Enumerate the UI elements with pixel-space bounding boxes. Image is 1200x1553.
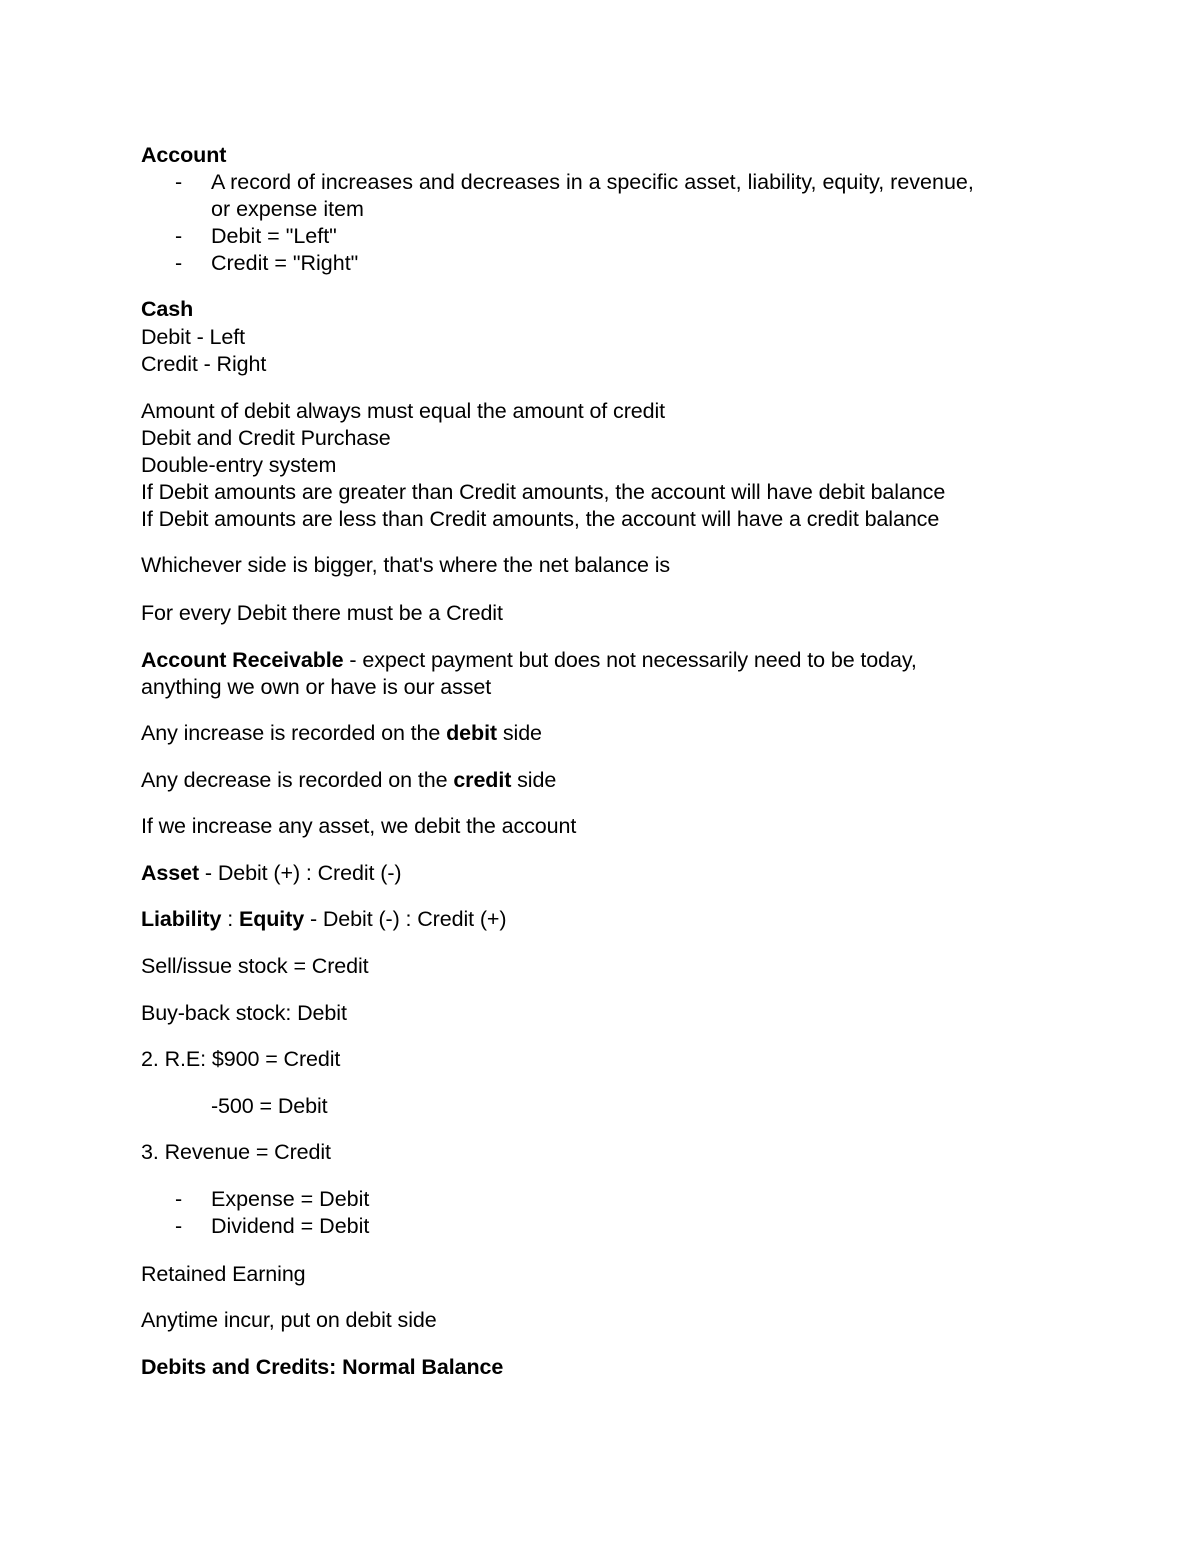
revenue-line: 3. Revenue = Credit	[141, 1140, 331, 1164]
increase-asset-line: If we increase any asset, we debit the account	[141, 814, 577, 838]
asset-rule: - Debit (+) : Credit (-)	[199, 861, 402, 885]
bullet-dash: -	[175, 170, 183, 194]
receivable-term: Account Receivable	[141, 648, 344, 672]
rule-line: If Debit amounts are greater than Credit amounts, the account will have debit balance	[141, 480, 946, 504]
re-line: 2. R.E: $900 = Credit	[141, 1047, 341, 1071]
rule-line: If Debit amounts are less than Credit amounts, the account will have a credit balance	[141, 507, 940, 531]
revenue-bullet-2: Dividend = Debit	[211, 1214, 370, 1238]
equity-term: Equity	[238, 907, 305, 931]
buyback-stock-line: Buy-back stock: Debit	[141, 1001, 347, 1025]
increase-line	[141, 720, 542, 747]
rule-line: Debit and Credit Purchase	[141, 426, 391, 450]
decrease-text: Any decrease is recorded on the	[141, 768, 454, 792]
rule-line: Double-entry system	[141, 453, 337, 477]
bullet-dash: -	[175, 1187, 183, 1211]
cash-credit-line: Credit - Right	[141, 352, 267, 376]
retained-earning-line: Retained Earning	[141, 1262, 306, 1286]
liability-rule: - Debit (-) : Credit (+)	[304, 907, 507, 931]
net-balance-line: Whichever side is bigger, that's where the net balance is	[141, 553, 671, 577]
decrease-line	[141, 767, 556, 794]
decrease-bold: credit	[453, 768, 512, 792]
bullet-dash: -	[175, 251, 183, 275]
liability-separator: :	[221, 907, 239, 931]
increase-text: Any increase is recorded on the	[141, 721, 447, 745]
increase-bold: debit	[446, 721, 497, 745]
receivable-line	[141, 647, 917, 674]
sell-stock-line: Sell/issue stock = Credit	[141, 954, 369, 978]
receivable-definition: - expect payment but does not necessarily need to be today,	[343, 648, 917, 672]
asset-term: Asset	[141, 861, 200, 885]
cash-heading: Cash	[141, 297, 194, 321]
increase-text-end: side	[497, 721, 542, 745]
account-bullet-2: Debit = "Left"	[211, 224, 337, 248]
account-bullet-3: Credit = "Right"	[211, 251, 359, 275]
account-bullet-1-cont: or expense item	[211, 197, 364, 221]
re-sub-line: -500 = Debit	[211, 1094, 328, 1118]
liability-term: Liability	[141, 907, 222, 931]
rule-line: Amount of debit always must equal the amount of credit	[141, 399, 666, 423]
normal-balance-heading: Debits and Credits: Normal Balance	[141, 1355, 504, 1379]
bullet-dash: -	[175, 1214, 183, 1238]
liability-line	[141, 906, 506, 933]
anytime-line: Anytime incur, put on debit side	[141, 1308, 437, 1332]
every-debit-line: For every Debit there must be a Credit	[141, 601, 503, 625]
decrease-text-end: side	[511, 768, 557, 792]
bullet-dash: -	[175, 224, 183, 248]
account-bullet-1: A record of increases and decreases in a specific asset, liability, equity, revenue,	[211, 170, 974, 194]
receivable-line-2: anything we own or have is our asset	[141, 675, 492, 699]
asset-line	[141, 860, 401, 887]
revenue-bullet-1: Expense = Debit	[211, 1187, 370, 1211]
cash-debit-line: Debit - Left	[141, 325, 245, 349]
account-heading: Account	[141, 143, 227, 167]
